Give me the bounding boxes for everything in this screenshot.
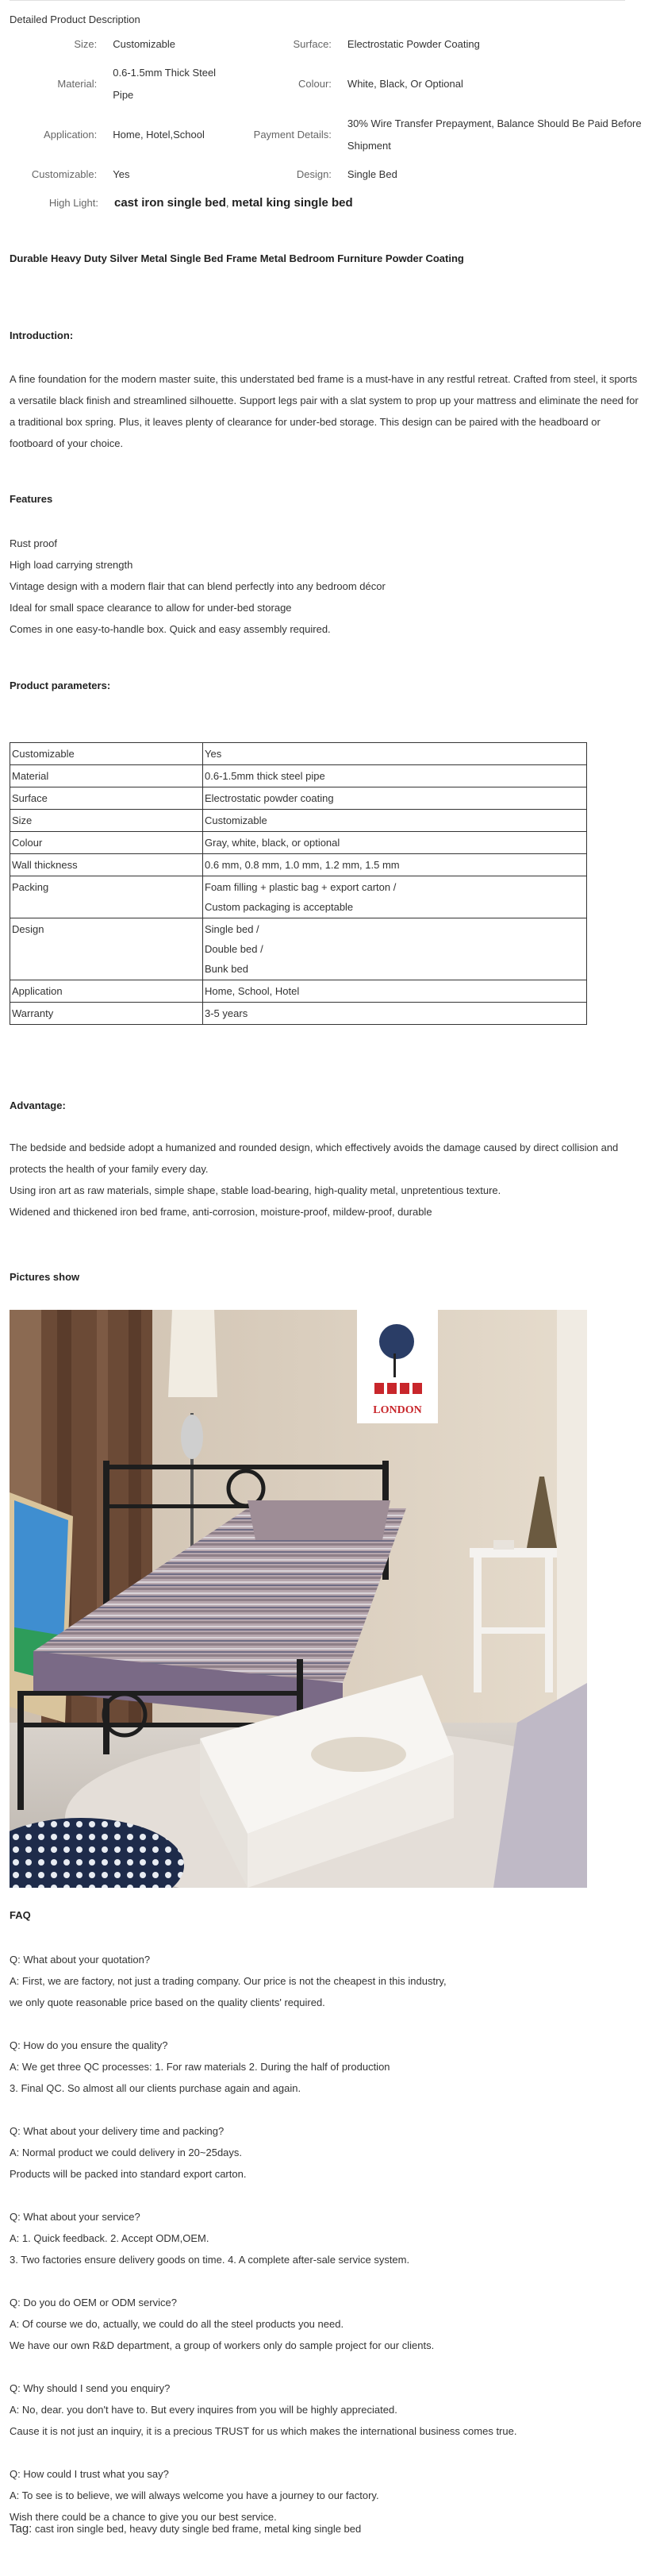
introduction-heading: Introduction:: [10, 329, 74, 341]
product-photo: [10, 1310, 587, 1888]
poster-text: LONDON: [373, 1404, 422, 1416]
faq-question: Q: How do you ensure the quality?: [10, 2039, 168, 2051]
param-key: Wall thickness: [10, 854, 203, 876]
param-value-line: Yes: [205, 748, 222, 760]
param-key: Design: [10, 918, 203, 980]
page-title: Detailed Product Description: [10, 13, 140, 25]
faq-question: Q: What about your delivery time and packing?: [10, 2125, 225, 2137]
table-row: [10, 980, 587, 1003]
spec-value: 0.6-1.5mm Thick Steel Pipe: [113, 67, 217, 101]
top-divider: [10, 0, 625, 1]
advantage-heading: Advantage:: [10, 1099, 66, 1111]
advantage-list: [10, 1137, 644, 1223]
faq-answer-line: we only quote reasonable price based on the quality clients' required.: [10, 1996, 325, 2008]
spec-row: [10, 33, 644, 56]
tag-separator: ,: [124, 2523, 127, 2535]
faq-item: [10, 2463, 644, 2528]
advantage-item: Widened and thickened iron bed frame, anti-corrosion, moisture-proof, mildew-proof, durable: [10, 1206, 432, 1218]
tag-separator: ,: [258, 2523, 262, 2535]
spec-row: [10, 113, 644, 157]
param-value: [203, 787, 587, 810]
tag-link-heavy-duty-single-bed-frame[interactable]: heavy duty single bed frame: [129, 2523, 259, 2535]
product-headline: Durable Heavy Duty Silver Metal Single Bed Frame Metal Bedroom Furniture Powder Coating: [10, 252, 464, 264]
feature-item: High load carrying strength: [10, 559, 133, 571]
faq-question: Q: Why should I send you enquiry?: [10, 2382, 171, 2394]
faq-answer-line: A: To see is to believe, we will always welcome you have a journey to our factory.: [10, 2489, 379, 2501]
faq-heading: FAQ: [10, 1909, 31, 1921]
faq-answer-line: A: Normal product we could delivery in 20~25days.: [10, 2147, 243, 2158]
faq-question: Q: What about your quotation?: [10, 1954, 151, 1966]
param-value: [203, 854, 587, 876]
faq-answer-line: Wish there could be a chance to give you our best service.: [10, 2511, 277, 2523]
param-value-line: Custom packaging is acceptable: [205, 901, 354, 913]
tag-bar: [10, 2522, 361, 2536]
params-table: [10, 742, 587, 1025]
faq-answer-line: 3. Two factories ensure delivery goods on time. 4. A complete after-sale service system.: [10, 2254, 410, 2266]
faq-item: [10, 2378, 644, 2442]
faq-answer-line: 3. Final QC. So almost all our clients purchase again and again.: [10, 2082, 301, 2094]
param-value: [203, 832, 587, 854]
table-row: [10, 876, 587, 918]
table-row: [10, 810, 587, 832]
tag-link-metal-king-single-bed[interactable]: metal king single bed: [264, 2523, 362, 2535]
faq-answer-line: A: We get three QC processes: 1. For raw materials 2. During the half of production: [10, 2061, 390, 2073]
spec-key: Payment Details:: [253, 129, 332, 141]
param-key: Customizable: [10, 743, 203, 765]
feature-item: Vintage design with a modern flair that can blend perfectly into any bedroom décor: [10, 580, 386, 592]
table-row: [10, 1003, 587, 1025]
faq-answer-line: Cause it is not just an inquiry, it is a precious TRUST for us which makes the international business comes true.: [10, 2425, 517, 2437]
spec-key: Customizable:: [31, 168, 98, 180]
highlight-label: High Light:: [48, 197, 98, 209]
highlight-link-cast-iron-single-bed[interactable]: cast iron single bed: [114, 196, 226, 210]
faq-item: [10, 2120, 644, 2185]
param-value-line: Customizable: [205, 814, 267, 826]
param-key: Colour: [10, 832, 203, 854]
spec-key: Size:: [74, 38, 98, 50]
param-value-line: Home, School, Hotel: [205, 985, 300, 997]
table-row: [10, 918, 587, 980]
faq-question: Q: What about your service?: [10, 2211, 140, 2223]
param-value-line: Bunk bed: [205, 963, 248, 975]
faq-answer-line: A: No, dear. you don't have to. But every inquires from you will be highly appreciated.: [10, 2404, 397, 2416]
highlight-link-metal-king-single-bed[interactable]: metal king single bed: [232, 196, 353, 210]
spec-key: Surface:: [293, 38, 332, 50]
spec-value: Customizable: [113, 38, 176, 50]
faq-answer-line: A: Of course we do, actually, we could do all the steel products you need.: [10, 2318, 344, 2330]
param-value-line: 0.6 mm, 0.8 mm, 1.0 mm, 1.2 mm, 1.5 mm: [205, 859, 400, 871]
advantage-item: The bedside and bedside adopt a humanized and rounded design, which effectively avoids the damage caused by direct collision and protects the health of your family every day.: [10, 1142, 619, 1175]
features-heading: Features: [10, 493, 53, 505]
faq-item: [10, 2206, 644, 2270]
spec-key: Application:: [44, 129, 98, 141]
features-list: [10, 533, 644, 640]
param-value: [203, 743, 587, 765]
spec-row: [10, 62, 644, 106]
param-key: Warranty: [10, 1003, 203, 1025]
param-key: Material: [10, 765, 203, 787]
spec-table: [10, 33, 644, 221]
pictures-heading: Pictures show: [10, 1271, 80, 1283]
faq-question: Q: How could I trust what you say?: [10, 2468, 169, 2480]
spec-key: Design:: [296, 168, 332, 180]
faq-answer-line: We have our own R&D department, a group of workers only do sample project for our clients.: [10, 2339, 435, 2351]
param-value-line: 0.6-1.5mm thick steel pipe: [205, 770, 325, 782]
faq-answer-line: A: First, we are factory, not just a trading company. Our price is not the cheapest in this industry,: [10, 1975, 447, 1987]
faq-question: Q: Do you do OEM or ODM service?: [10, 2297, 177, 2308]
param-key: Application: [10, 980, 203, 1003]
table-row: [10, 854, 587, 876]
spec-value: Yes: [113, 168, 130, 180]
faq-item: [10, 2292, 644, 2356]
advantage-item: Using iron art as raw materials, simple shape, stable load-bearing, high-quality metal, unpretentious texture.: [10, 1184, 501, 1196]
param-key: Size: [10, 810, 203, 832]
faq-list: [10, 1949, 644, 2528]
spec-key: Material:: [57, 78, 98, 90]
table-row: [10, 832, 587, 854]
spec-key: Colour:: [298, 78, 332, 90]
spec-value: White, Black, Or Optional: [347, 78, 463, 90]
spec-value: Home, Hotel,School: [113, 129, 205, 141]
spec-row: [10, 164, 644, 186]
faq-item: [10, 2035, 644, 2099]
highlight-separator: ,: [225, 197, 229, 209]
faq-answer-line: A: 1. Quick feedback. 2. Accept ODM,OEM.: [10, 2232, 209, 2244]
highlight-values: [114, 192, 353, 214]
faq-answer-line: Products will be packed into standard export carton.: [10, 2168, 247, 2180]
faq-item: [10, 1949, 644, 2013]
table-row: [10, 765, 587, 787]
table-row: [10, 743, 587, 765]
param-value: [203, 810, 587, 832]
param-key: Packing: [10, 876, 203, 918]
table-row: [10, 787, 587, 810]
introduction-text: A fine foundation for the modern master suite, this understated bed frame is a must-have in any restful retreat. Crafted from steel, it sports a versatile black finish and streamlined silhouette. Support legs pair with a slat system to prop up your mattress and eliminate the need for a traditional box spring. Plus, it leaves plenty of clearance for under-bed storage. This design can be paired with the headboard or footboard of your choice.: [10, 373, 639, 449]
spec-value: Electrostatic Powder Coating: [347, 38, 480, 50]
spec-value: 30% Wire Transfer Prepayment, Balance Should Be Paid Before Shipment: [347, 117, 642, 152]
param-value: [203, 876, 587, 918]
param-value-line: Gray, white, black, or optional: [205, 837, 340, 849]
param-value-line: Foam filling + plastic bag + export carton /: [205, 881, 397, 893]
param-value-line: 3-5 years: [205, 1007, 248, 1019]
params-heading: Product parameters:: [10, 680, 111, 691]
feature-item: Comes in one easy-to-handle box. Quick and easy assembly required.: [10, 623, 331, 635]
tag-label: Tag:: [10, 2522, 33, 2536]
param-value: [203, 918, 587, 980]
spec-value: Single Bed: [347, 168, 397, 180]
param-value: [203, 980, 587, 1003]
param-value-line: Double bed /: [205, 943, 263, 955]
tag-link-cast-iron-single-bed[interactable]: cast iron single bed: [34, 2523, 124, 2535]
param-key: Surface: [10, 787, 203, 810]
highlight-row: [10, 192, 644, 214]
param-value-line: Single bed /: [205, 923, 259, 935]
feature-item: Rust proof: [10, 537, 57, 549]
feature-item: Ideal for small space clearance to allow for under-bed storage: [10, 602, 292, 614]
param-value: [203, 765, 587, 787]
param-value: [203, 1003, 587, 1025]
bedroom-scene-image: [10, 1310, 587, 1888]
param-value-line: Electrostatic powder coating: [205, 792, 334, 804]
